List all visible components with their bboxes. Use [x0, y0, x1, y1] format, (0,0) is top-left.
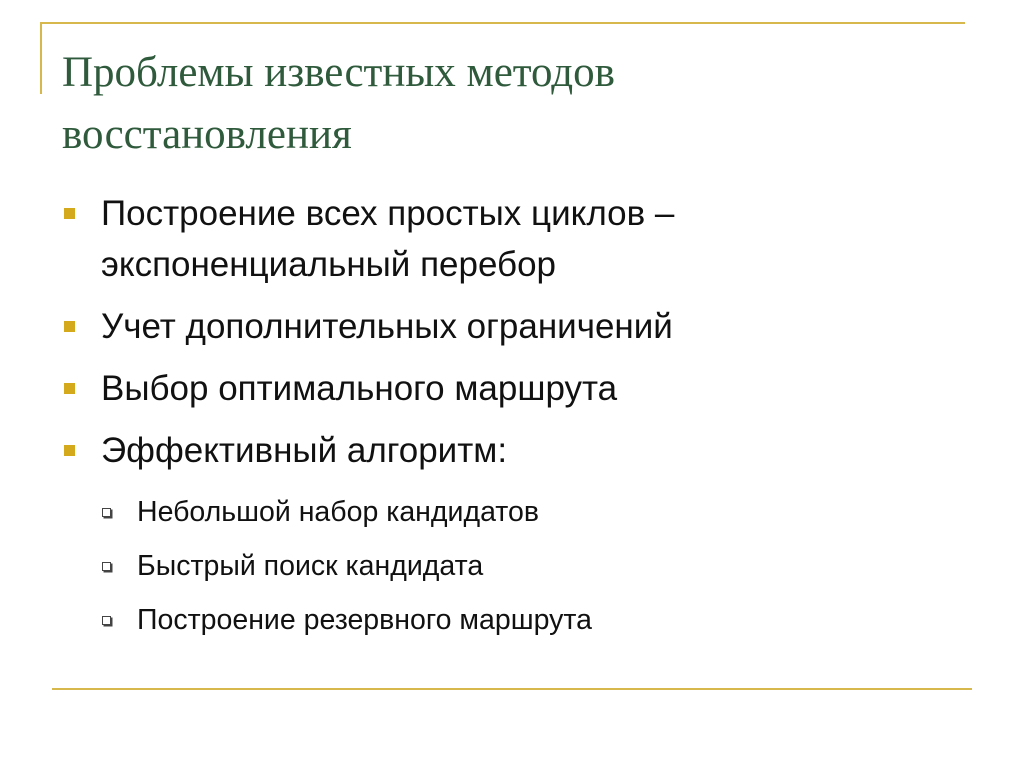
square-bullet-icon [64, 321, 75, 332]
square-bullet-icon [64, 208, 75, 219]
hollow-square-bullet-icon [102, 616, 111, 625]
sub-bullet-text: Быстрый поиск кандидата [137, 550, 484, 582]
sub-bullet-text: Небольшой набор кандидатов [137, 496, 540, 528]
bullet-item [64, 188, 964, 290]
left-divider [40, 22, 42, 94]
hollow-square-bullet-icon [102, 562, 111, 571]
bullet-text: Эффективный алгоритм: [101, 431, 508, 470]
title-line-1: Проблемы известных методов [62, 49, 615, 96]
slide-title [62, 42, 942, 166]
hollow-square-bullet-icon [102, 508, 111, 517]
bullet-item [64, 425, 964, 476]
square-bullet-icon [64, 445, 75, 456]
bottom-divider [52, 688, 972, 690]
bullet-item [64, 301, 964, 352]
sub-bullet-item [64, 546, 964, 586]
sub-bullet-item [64, 600, 964, 640]
title-line-2: восстановления [62, 111, 352, 158]
bullet-list [64, 188, 964, 654]
bullet-text-line-1: Построение всех простых циклов – [101, 194, 675, 233]
sub-bullet-item [64, 492, 964, 532]
bullet-item [64, 363, 964, 414]
sub-bullet-text: Построение резервного маршрута [137, 604, 592, 636]
bullet-text: Учет дополнительных ограничений [101, 307, 673, 346]
bullet-text: Выбор оптимального маршрута [101, 369, 618, 408]
square-bullet-icon [64, 383, 75, 394]
top-divider [40, 22, 965, 24]
bullet-text-line-2: экспоненциальный перебор [101, 245, 557, 284]
